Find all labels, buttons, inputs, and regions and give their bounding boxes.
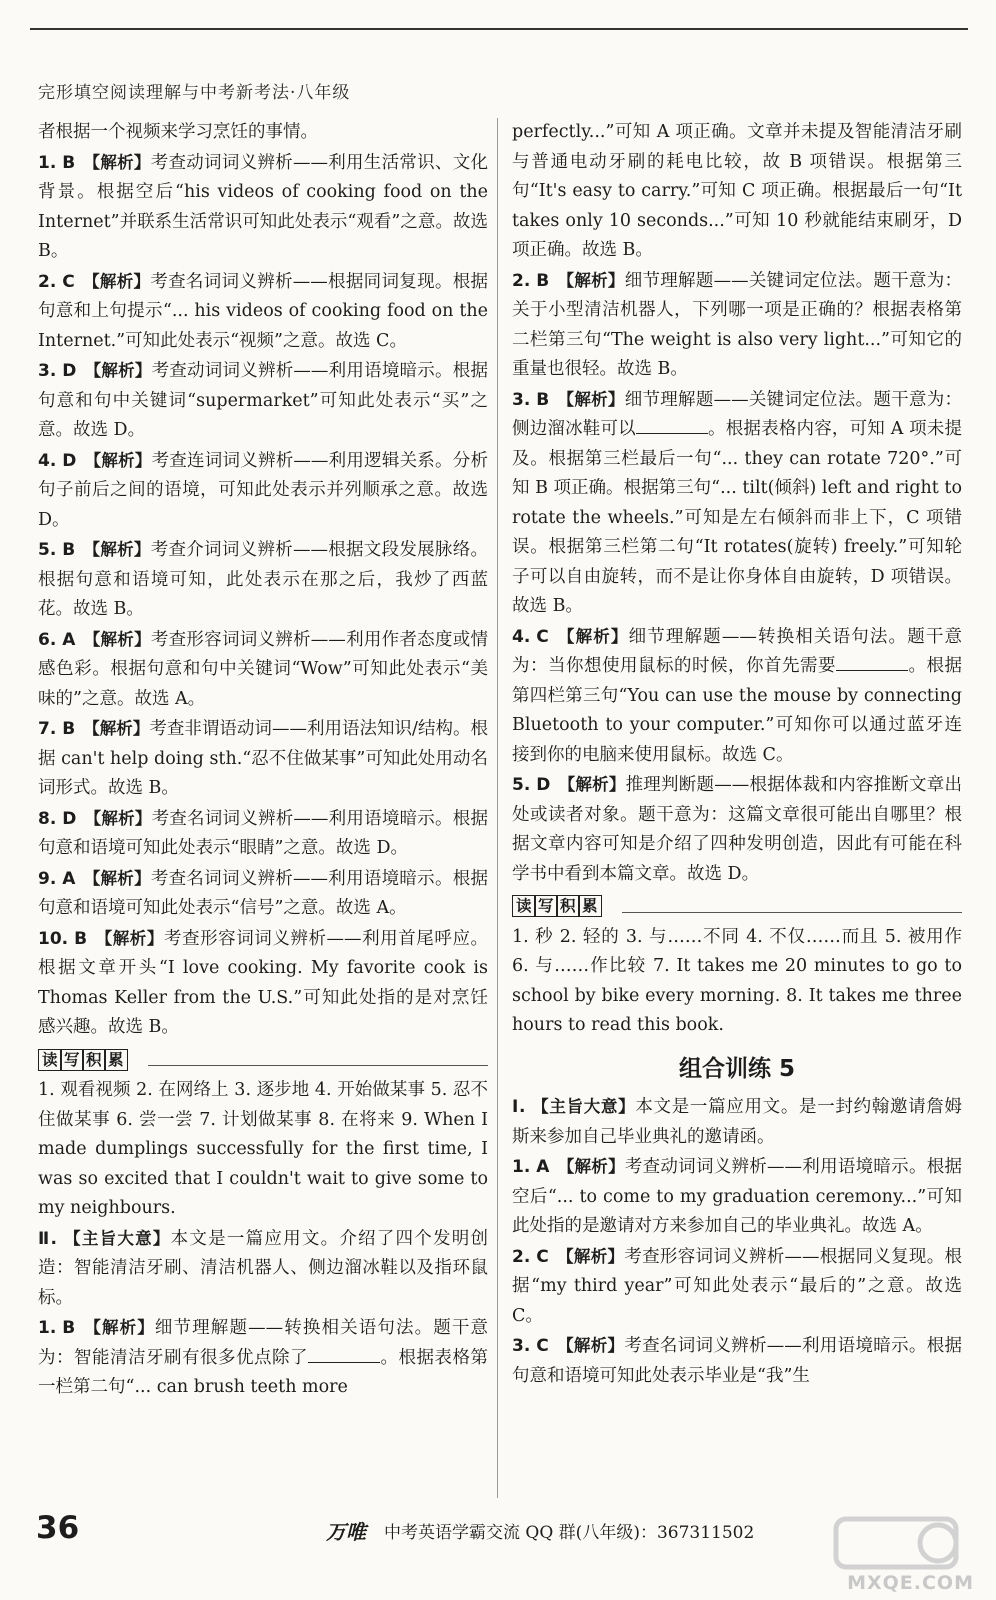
answer-item: 3. D 【解析】考查动词词义辨析——利用语境暗示。根据句意和句中关键词“supermarket”可知此处表示“买”之意。故选 D。 (38, 361, 489, 440)
answer-item: 7. B 【解析】考查非谓语动词——利用语法知识/结构。根据 can't help doing sth.“忍不住做某事”可知此处用动名词形式。故选 B。 (38, 719, 488, 798)
answer-item: 4. C 【解析】细节理解题——转换相关语句法。题干意为：当你想使用鼠标的时候，你首先需要 。根据第四栏第三句“You can use the mouse by connecting Bluetooth to your computer.”可知你可以通过蓝牙连接到你的电脑来使用鼠标。故选 C。 (512, 626, 963, 765)
answer-item: 4. D 【解析】考查连词词义辨析——利用逻辑关系。分析句子前后之间的语境，可知此处表示并列顺承之意。故选 D。 (38, 450, 489, 530)
left-column (38, 118, 488, 1403)
main-idea: Ⅱ. 【主旨大意】本文是一篇应用文。介绍了四个发明创造：智能清洁牙刷、清洁机器人、侧边溜冰鞋以及指环鼠标。 (38, 1228, 489, 1308)
main-idea: Ⅰ. 【主旨大意】本文是一篇应用文。是一封约翰邀请詹姆斯来参加自己毕业典礼的邀请函。 (512, 1097, 963, 1147)
answer-item: 3. C 【解析】考查名词词义辨析——利用语境暗示。根据句意和语境可知此处表示毕业是“我”生 (512, 1336, 963, 1386)
column-divider (497, 118, 498, 1498)
right-column (512, 118, 962, 1391)
watermark-text: MXQE.COM (847, 1572, 974, 1594)
group-title: 组合训练 5 (678, 1055, 795, 1082)
page-number: 36 (36, 1510, 80, 1546)
section-label-reading-writing: 读 写 积 累 (512, 895, 600, 917)
answer-item: 5. B 【解析】考查介词词义辨析——根据文段发展脉络。根据句意和语境可知，此处表示在那之后，我炒了西蓝花。故选 B。 (38, 540, 489, 619)
section-rule (148, 1065, 488, 1066)
section-label-reading-writing: 读 写 积 累 (38, 1049, 126, 1071)
answer-blank (836, 652, 908, 671)
answer-item: 2. C 【解析】考查名词词义辨析——根据同词复现。根据句意和上句提示“... his videos of cooking food on the Internet.”可知此处表示“视频”之意。故选 C。 (38, 271, 489, 351)
answer-item: 9. A 【解析】考查名词词义辨析——利用语境暗示。根据句意和语境可知此处表示“信号”之意。故选 A。 (38, 868, 489, 918)
brand-logo: 万唯 (326, 1520, 366, 1544)
answer-item: 1. A 【解析】考查动词词义辨析——利用语境暗示。根据空后“... to come to my graduation ceremony...”可知此处指的是邀请对方来参加自己的毕业典礼。故选 A。 (512, 1157, 963, 1236)
running-header: 完形填空阅读理解与中考新考法·八年级 (38, 83, 351, 103)
vocab-list: 1. 秒 2. 轻的 3. 与……不同 4. 不仅……而且 5. 被用作 6. 与……作比较 7. It takes me 20 minutes to go to school by bike every morning. 8. It takes me three hours to read this book. (512, 926, 962, 1035)
answer-blank (308, 1344, 380, 1363)
answer-item: 3. B 【解析】细节理解题——关键词定位法。题干意为：侧边溜冰鞋可以 。根据表格内容，可知 A 项未提及。根据第三栏最后一句“... they can rotate 720°.”可知 B 项正确。根据第三句“... tilt(倾斜) left and right to rotate the wheels.”可知是左右倾斜而非上下，C 项错误。根据第三栏第二句“It rotates(旋转) freely.”可知轮子可以自由旋转，而不是让你身体自由旋转，D 项错误。故选 B。 (512, 389, 963, 616)
answer-item: 1. B 【解析】考查动词词义辨析——利用生活常识、文化背景。根据空后“his videos of cooking food on the Internet”并联系生活常识可知此处表示“观看”之意。故选 B。 (38, 152, 489, 261)
answer-blank (636, 415, 708, 434)
answer-item: 2. B 【解析】细节理解题——关键词定位法。题干意为：关于小型清洁机器人，下列哪一项是正确的？根据表格第二栏第三句“The weight is also very light...”可知它的重量也很轻。故选 B。 (512, 270, 963, 379)
answer-item: 5. D 【解析】推理判断题——根据体裁和内容推断文章出处或读者对象。题干意为：这篇文章很可能出自哪里？根据文章内容可知是介绍了四种发明创造，因此有可能在科学书中看到本篇文章。故选 D。 (512, 775, 963, 884)
answer-item: 8. D 【解析】考查名词词义辨析——利用语境暗示。根据句意和语境可知此处表示“眼睛”之意。故选 D。 (38, 808, 489, 858)
footer-text: 中考英语学霸交流 QQ 群(八年级)：367311502 (384, 1523, 755, 1543)
right-intro: perfectly...”可知 A 项正确。文章并未提及智能清洁牙刷与普通电动牙刷的耗电比较，故 B 项错误。根据第三句“It's easy to carry.”可知 C 项正确。根据最后一句“It takes only 10 seconds...”可知 10 秒就能结束刷牙，D 项正确。故选 B。 (512, 122, 962, 260)
answer-item: 10. B 【解析】考查形容词词义辨析——利用首尾呼应。根据文章开头“I love cooking. My favorite cook is Thomas Keller from the U.S.”可知此处指的是对烹饪感兴趣。故选 B。 (38, 928, 489, 1037)
section-rule (622, 912, 962, 913)
top-rule (30, 28, 968, 30)
answer-item: 6. A 【解析】考查形容词词义辨析——利用作者态度或情感色彩。根据句意和句中关键词“Wow”可知此处表示“美味的”之意。故选 A。 (38, 629, 489, 709)
left-intro: 者根据一个视频来学习烹饪的事情。 (38, 122, 318, 142)
vocab-list: 1. 观看视频 2. 在网络上 3. 逐步地 4. 开始做某事 5. 忍不住做某事 6. 尝一尝 7. 计划做某事 8. 在将来 9. When I made dumplings successfully for the first time, I was so excited that I couldn't wait to give some to my neighbours. (38, 1080, 488, 1218)
answer-item: 1. B 【解析】细节理解题——转换相关语句法。题干意为：智能清洁牙刷有很多优点除了 。根据表格第一栏第二句“... can brush teeth more (38, 1318, 489, 1397)
answer-item: 2. C 【解析】考查形容词词义辨析——根据同义复现。根据“my third year”可知此处表示“最后的”之意。故选 C。 (512, 1246, 963, 1326)
